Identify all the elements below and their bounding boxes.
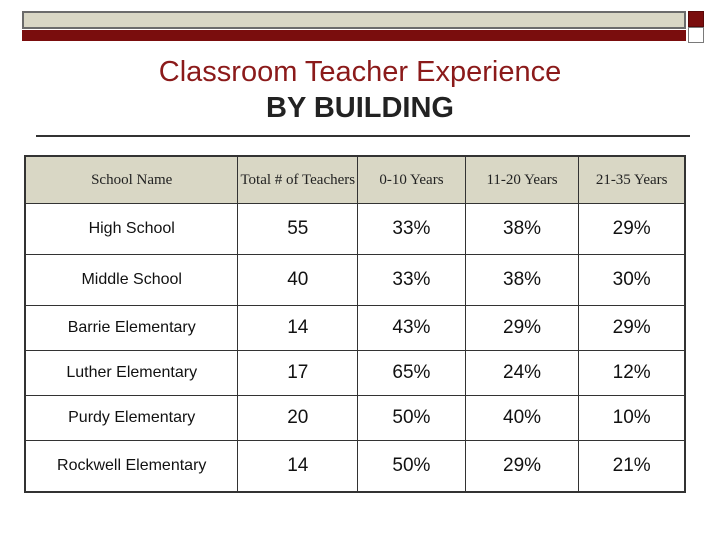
- cell-total: 14: [238, 441, 358, 492]
- cell-21-35: 29%: [579, 204, 685, 255]
- cell-0-10: 50%: [358, 396, 466, 441]
- title-line-1: Classroom Teacher Experience: [158, 56, 562, 88]
- cell-0-10: 65%: [358, 351, 466, 396]
- header-11-20-years: 11-20 Years: [465, 156, 579, 204]
- cell-11-20: 29%: [465, 441, 579, 492]
- cell-21-35: 30%: [579, 255, 685, 306]
- cell-21-35: 12%: [579, 351, 685, 396]
- table-row: [25, 441, 685, 492]
- table-row: [25, 396, 685, 441]
- table-row: [25, 204, 685, 255]
- cell-11-20: 38%: [465, 255, 579, 306]
- cell-school-name: High School: [25, 204, 238, 255]
- top-decor-bar-red: [22, 30, 686, 41]
- decor-square-outline: [688, 27, 704, 43]
- cell-11-20: 24%: [465, 351, 579, 396]
- cell-21-35: 21%: [579, 441, 685, 492]
- table-row: [25, 351, 685, 396]
- cell-total: 55: [238, 204, 358, 255]
- cell-0-10: 33%: [358, 255, 466, 306]
- cell-school-name: Rockwell Elementary: [25, 441, 238, 492]
- table-header-row: [25, 156, 685, 204]
- slide-title: [0, 54, 720, 126]
- table-row: [25, 255, 685, 306]
- top-decor-bar-gray: [22, 11, 686, 29]
- experience-table: [24, 155, 686, 493]
- cell-21-35: 10%: [579, 396, 685, 441]
- header-school-name: School Name: [25, 156, 238, 204]
- header-0-10-years: 0-10 Years: [358, 156, 466, 204]
- table-row: [25, 306, 685, 351]
- cell-0-10: 50%: [358, 441, 466, 492]
- cell-school-name: Middle School: [25, 255, 238, 306]
- cell-school-name: Purdy Elementary: [25, 396, 238, 441]
- cell-11-20: 38%: [465, 204, 579, 255]
- cell-school-name: Barrie Elementary: [25, 306, 238, 351]
- title-divider: [36, 135, 690, 137]
- header-total-teachers: Total # of Teachers: [238, 156, 358, 204]
- cell-0-10: 33%: [358, 204, 466, 255]
- cell-total: 40: [238, 255, 358, 306]
- cell-11-20: 29%: [465, 306, 579, 351]
- cell-total: 14: [238, 306, 358, 351]
- header-21-35-years: 21-35 Years: [579, 156, 685, 204]
- cell-total: 20: [238, 396, 358, 441]
- decor-square-red: [688, 11, 704, 27]
- cell-school-name: Luther Elementary: [25, 351, 238, 396]
- cell-total: 17: [238, 351, 358, 396]
- cell-0-10: 43%: [358, 306, 466, 351]
- cell-11-20: 40%: [465, 396, 579, 441]
- title-line-2: BY BUILDING: [266, 92, 454, 124]
- cell-21-35: 29%: [579, 306, 685, 351]
